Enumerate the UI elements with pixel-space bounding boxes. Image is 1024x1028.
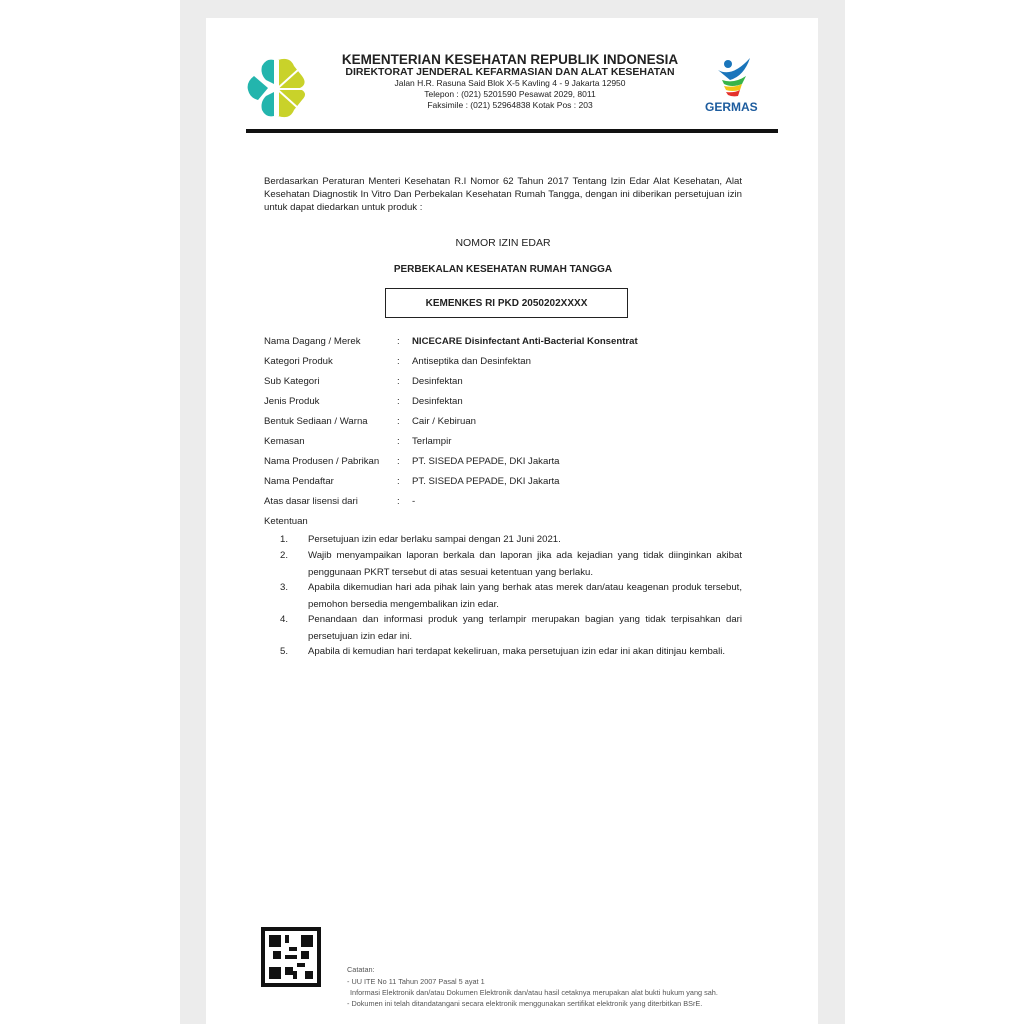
ketentuan-item [280, 532, 742, 549]
directorate-name: DIREKTORAT JENDERAL KEFARMASIAN DAN ALAT KESEHATAN [345, 66, 675, 78]
footer-line-2: Informasi Elektronik dan/atau Dokumen Elektronik dan/atau hasil cetaknya merupakan alat bukti hukum yang sah. [350, 988, 718, 997]
item-text: Wajib menyampaikan laporan berkala dan laporan jika ada kejadian yang tidak diinginkan akibat penggunaan PKRT tersebut di atas sesuai ketentuan yang berlaku. [308, 550, 742, 578]
field-value: NICECARE Disinfectant Anti-Bacterial Konsentrat [412, 336, 638, 347]
footer-line-1: - UU ITE No 11 Tahun 2007 Pasal 5 ayat 1 [347, 977, 485, 986]
item-number: 1. [280, 534, 289, 545]
item-text: Apabila di kemudian hari terdapat kekeliruan, maka persetujuan izin edar ini akan ditinjau kembali. [308, 646, 726, 657]
field-colon: : [397, 416, 400, 427]
field-label: Nama Produsen / Pabrikan [264, 456, 380, 467]
field-label: Nama Pendaftar [264, 476, 334, 487]
item-number: 4. [280, 614, 289, 625]
field-row [264, 396, 463, 407]
field-value: Desinfektan [412, 376, 463, 387]
field-label: Kategori Produk [264, 356, 333, 367]
item-number: 5. [280, 646, 289, 657]
field-label: Jenis Produk [264, 396, 320, 407]
permit-number-box [385, 288, 628, 318]
field-colon: : [397, 356, 400, 367]
ketentuan-item [280, 612, 742, 645]
field-colon: : [397, 376, 400, 387]
qr-code [261, 927, 321, 987]
field-label: Kemasan [264, 436, 305, 447]
item-number: 2. [280, 550, 289, 561]
field-colon: : [397, 456, 400, 467]
field-row [264, 376, 463, 387]
qr-code-icon [269, 935, 313, 979]
ketentuan-item [280, 548, 742, 581]
field-row [264, 336, 638, 347]
field-value: PT. SISEDA PEPADE, DKI Jakarta [412, 456, 560, 467]
field-value: Cair / Kebiruan [412, 416, 476, 427]
field-row [264, 356, 531, 367]
item-text: Persetujuan izin edar berlaku sampai dengan 21 Juni 2021. [308, 534, 561, 545]
ketentuan-item [280, 644, 742, 661]
header-divider [246, 129, 778, 133]
germas-label: GERMAS [705, 100, 758, 114]
address: Jalan H.R. Rasuna Said Blok X-5 Kavling 4 - 9 Jakarta 12950 [394, 78, 626, 88]
ketentuan-item [280, 580, 742, 613]
field-label: Sub Kategori [264, 376, 320, 387]
field-label: Bentuk Sediaan / Warna [264, 416, 368, 427]
category-title: PERBEKALAN KESEHATAN RUMAH TANGGA [393, 264, 613, 275]
field-value: Terlampir [412, 436, 452, 447]
field-row [264, 496, 415, 507]
item-number: 3. [280, 582, 289, 593]
kemenkes-logo-icon [246, 56, 308, 120]
fax: Faksimile : (021) 52964838 Kotak Pos : 203 [427, 100, 593, 110]
field-value: Antiseptika dan Desinfektan [412, 356, 531, 367]
footer-catatan: Catatan: [347, 965, 375, 974]
field-row [264, 476, 560, 487]
intro-paragraph: Berdasarkan Peraturan Menteri Kesehatan R.I Nomor 62 Tahun 2017 Tentang Izin Edar Alat Kesehatan, Alat Kesehatan Diagnostik In Vitro Dan Perbekalan Kesehatan Rumah Tangga, dengan ini diberikan persetujuan izin untuk dapat diedarkan untuk produk : [264, 176, 742, 213]
field-colon: : [397, 476, 400, 487]
field-colon: : [397, 496, 400, 507]
field-row [264, 416, 476, 427]
field-colon: : [397, 336, 400, 347]
item-text: Penandaan dan informasi produk yang terlampir merupakan bagian yang tidak terpisahkan dari persetujuan izin edar ini. [308, 614, 742, 642]
field-row [264, 436, 451, 447]
field-label: Atas dasar lisensi dari [264, 496, 358, 507]
field-row [264, 456, 560, 467]
field-colon: : [397, 396, 400, 407]
field-value: - [412, 496, 416, 507]
permit-number: KEMENKES RI PKD 2050202XXXX [425, 297, 588, 309]
footer-line-3: - Dokumen ini telah ditandatangani secara elektronik menggunakan sertifikat elektronik yang diterbitkan BSrE. [347, 999, 703, 1008]
phone: Telepon : (021) 5201590 Pesawat 2029, 8011 [424, 89, 596, 99]
item-text: Apabila dikemudian hari ada pihak lain yang berhak atas merek dan/atau keagenan produk tersebut, pemohon bersedia mengembalikan izin edar. [308, 582, 742, 610]
field-label: Nama Dagang / Merek [264, 336, 361, 347]
ministry-name: KEMENTERIAN KESEHATAN REPUBLIK INDONESIA [341, 52, 679, 67]
germas-logo-icon [714, 56, 754, 98]
field-colon: : [397, 436, 400, 447]
field-value: Desinfektan [412, 396, 463, 407]
ketentuan-label: Ketentuan [264, 516, 308, 527]
field-value: PT. SISEDA PEPADE, DKI Jakarta [412, 476, 560, 487]
permit-label: NOMOR IZIN EDAR [455, 237, 551, 249]
